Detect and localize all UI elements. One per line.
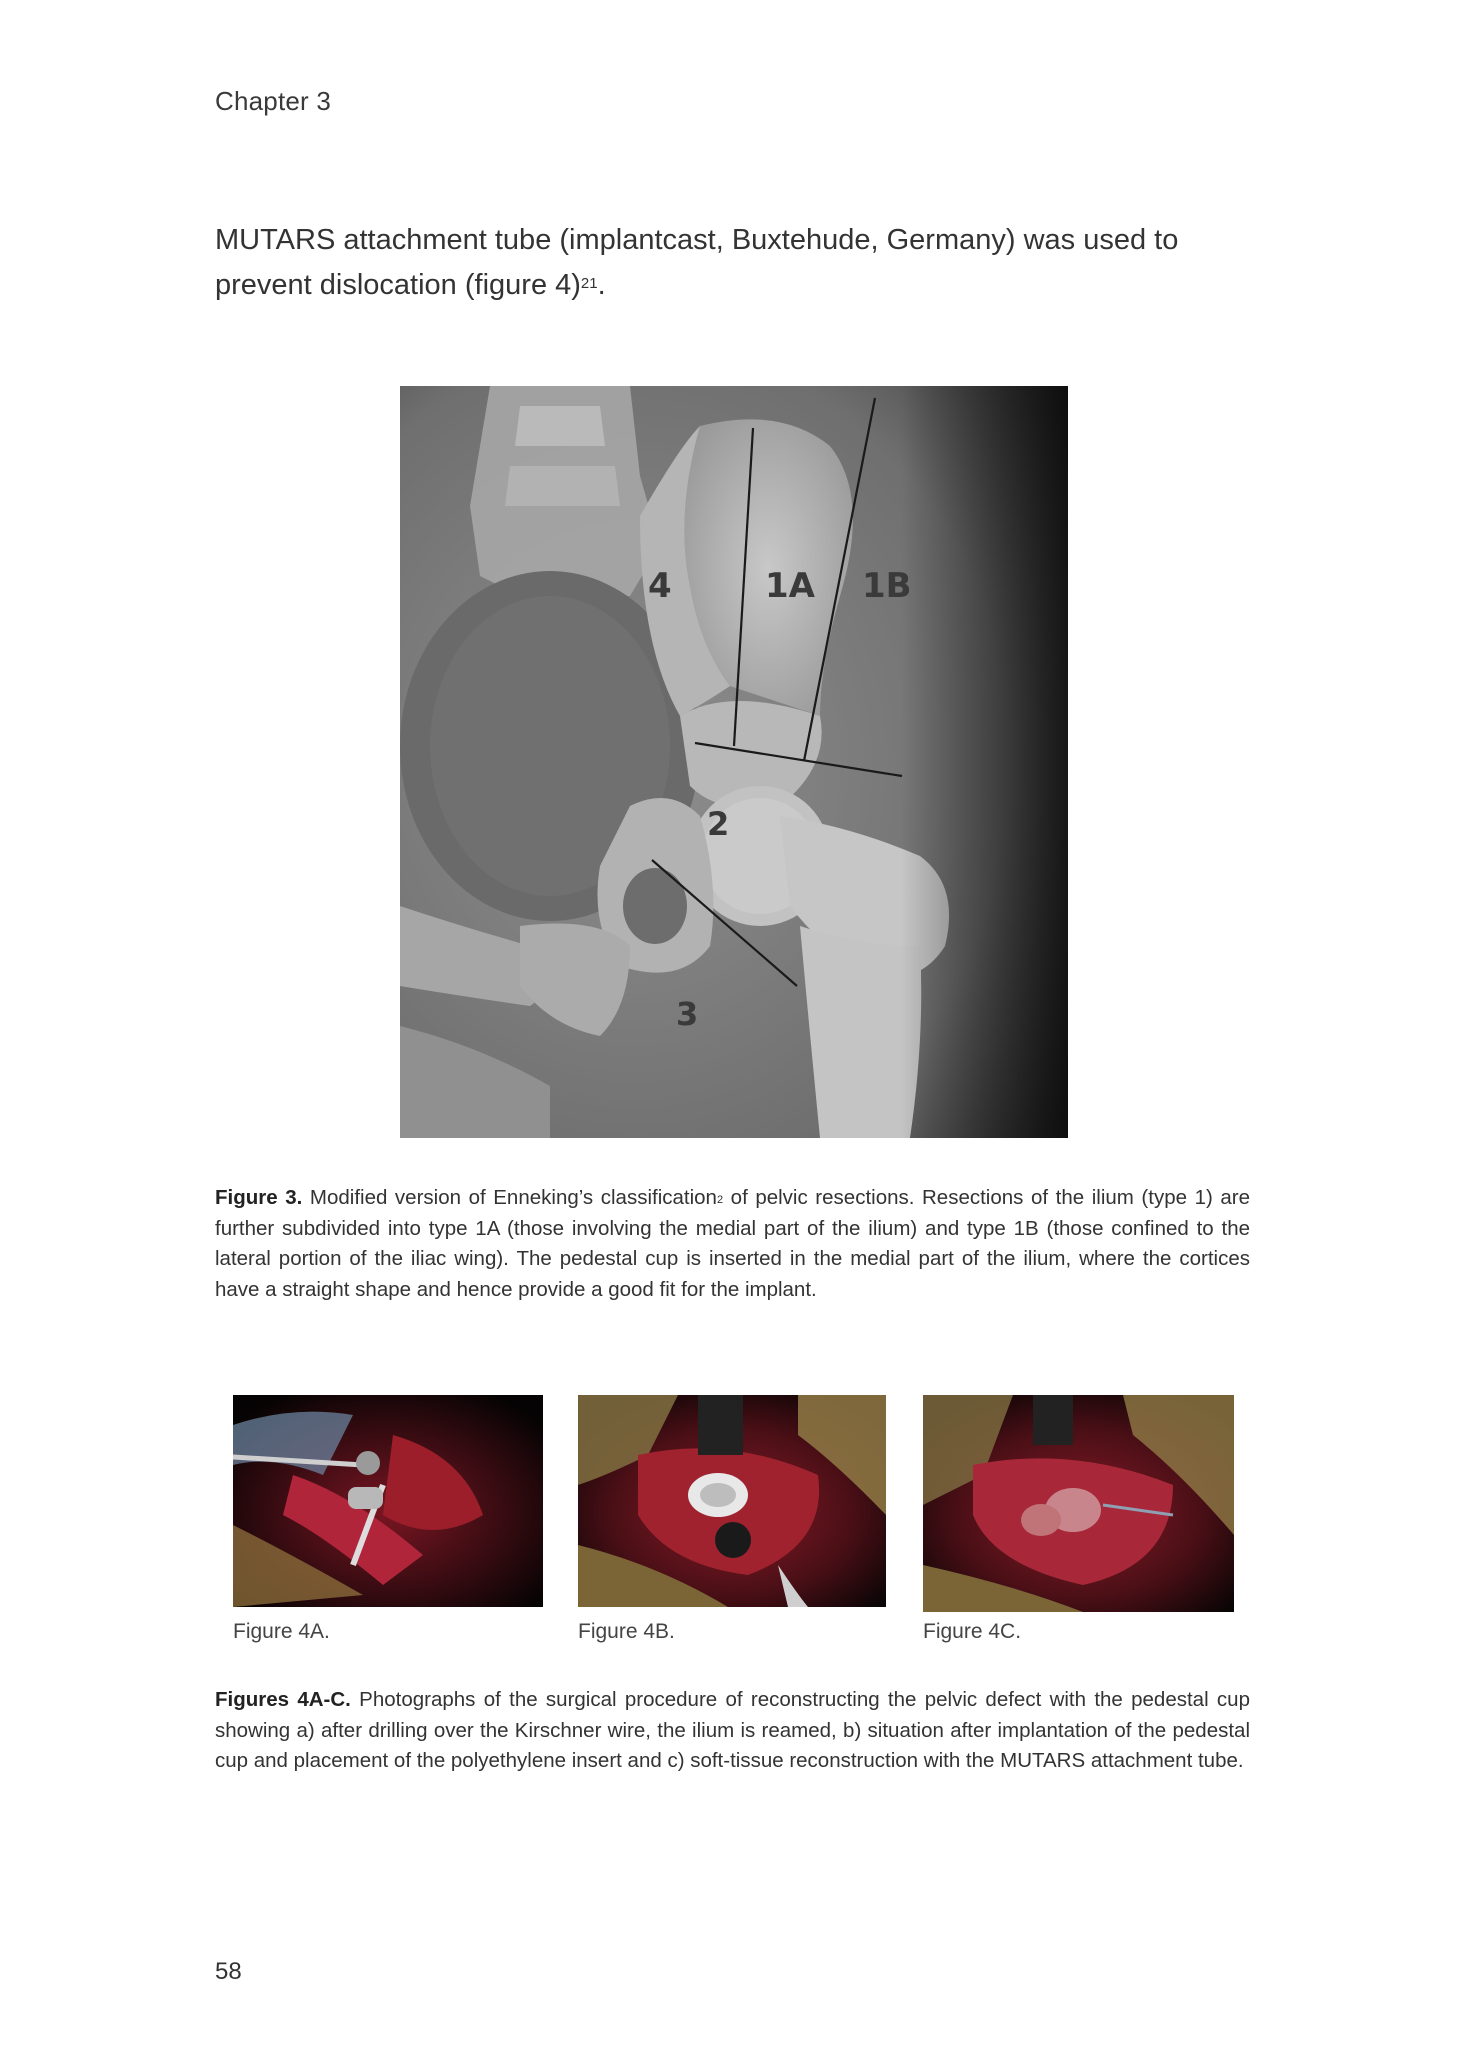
pelvis-xray-image	[400, 386, 1068, 1138]
figure4-caption	[215, 1685, 1250, 1777]
zone-label-1b: 1B	[862, 566, 912, 606]
intro-end: .	[597, 269, 606, 301]
figure4c-label: Figure 4C.	[923, 1620, 1022, 1643]
zone-label-4: 4	[648, 566, 672, 606]
figure3-caption-text-cont: of pelvic resections. Resections of the ilium (type 1) are further subdivided into type 1A (those involving the medial part of the ilium) and type 1B (those confined to the lateral portion of the iliac wing). The pedestal cup is inserted in the medial part of the ilium, where the cortices have a straight shape and hence provide a good fit for the implant.	[215, 1186, 1250, 1301]
intro-paragraph	[215, 218, 1255, 308]
zone-label-2: 2	[707, 805, 730, 843]
surgical-photo-4c	[923, 1395, 1234, 1612]
figure4a-label: Figure 4A.	[233, 1620, 330, 1643]
figure4b-label: Figure 4B.	[578, 1620, 675, 1643]
intro-reference: 21	[580, 275, 598, 292]
figure3-caption	[215, 1183, 1250, 1305]
figure3-caption-label: Figure 3.	[215, 1186, 303, 1209]
figure3-caption-reference: 2	[716, 1194, 724, 1206]
zone-label-3: 3	[676, 995, 699, 1033]
figure4-caption-text: Photographs of the surgical procedure of reconstructing the pelvic defect with the pedestal cup showing a) after drilling over the Kirschner wire, the ilium is reamed, b) situation after implantation of the pedestal cup and placement of the polyethylene insert and c) soft-tissue reconstruction with the MUTARS attachment tube.	[215, 1688, 1250, 1772]
surgical-photo-4a	[233, 1395, 543, 1607]
figure4-caption-label: Figures 4A-C.	[215, 1688, 351, 1711]
chapter-header: Chapter 3	[215, 86, 331, 116]
intro-text: MUTARS attachment tube (implantcast, Buxtehude, Germany) was used to prevent dislocation (figure 4)	[215, 224, 1179, 301]
surgical-photo-4b	[578, 1395, 886, 1607]
zone-label-1a: 1A	[765, 566, 815, 606]
page-number: 58	[215, 1958, 242, 1985]
figure3-caption-text: Modified version of Enneking’s classification	[302, 1186, 717, 1209]
